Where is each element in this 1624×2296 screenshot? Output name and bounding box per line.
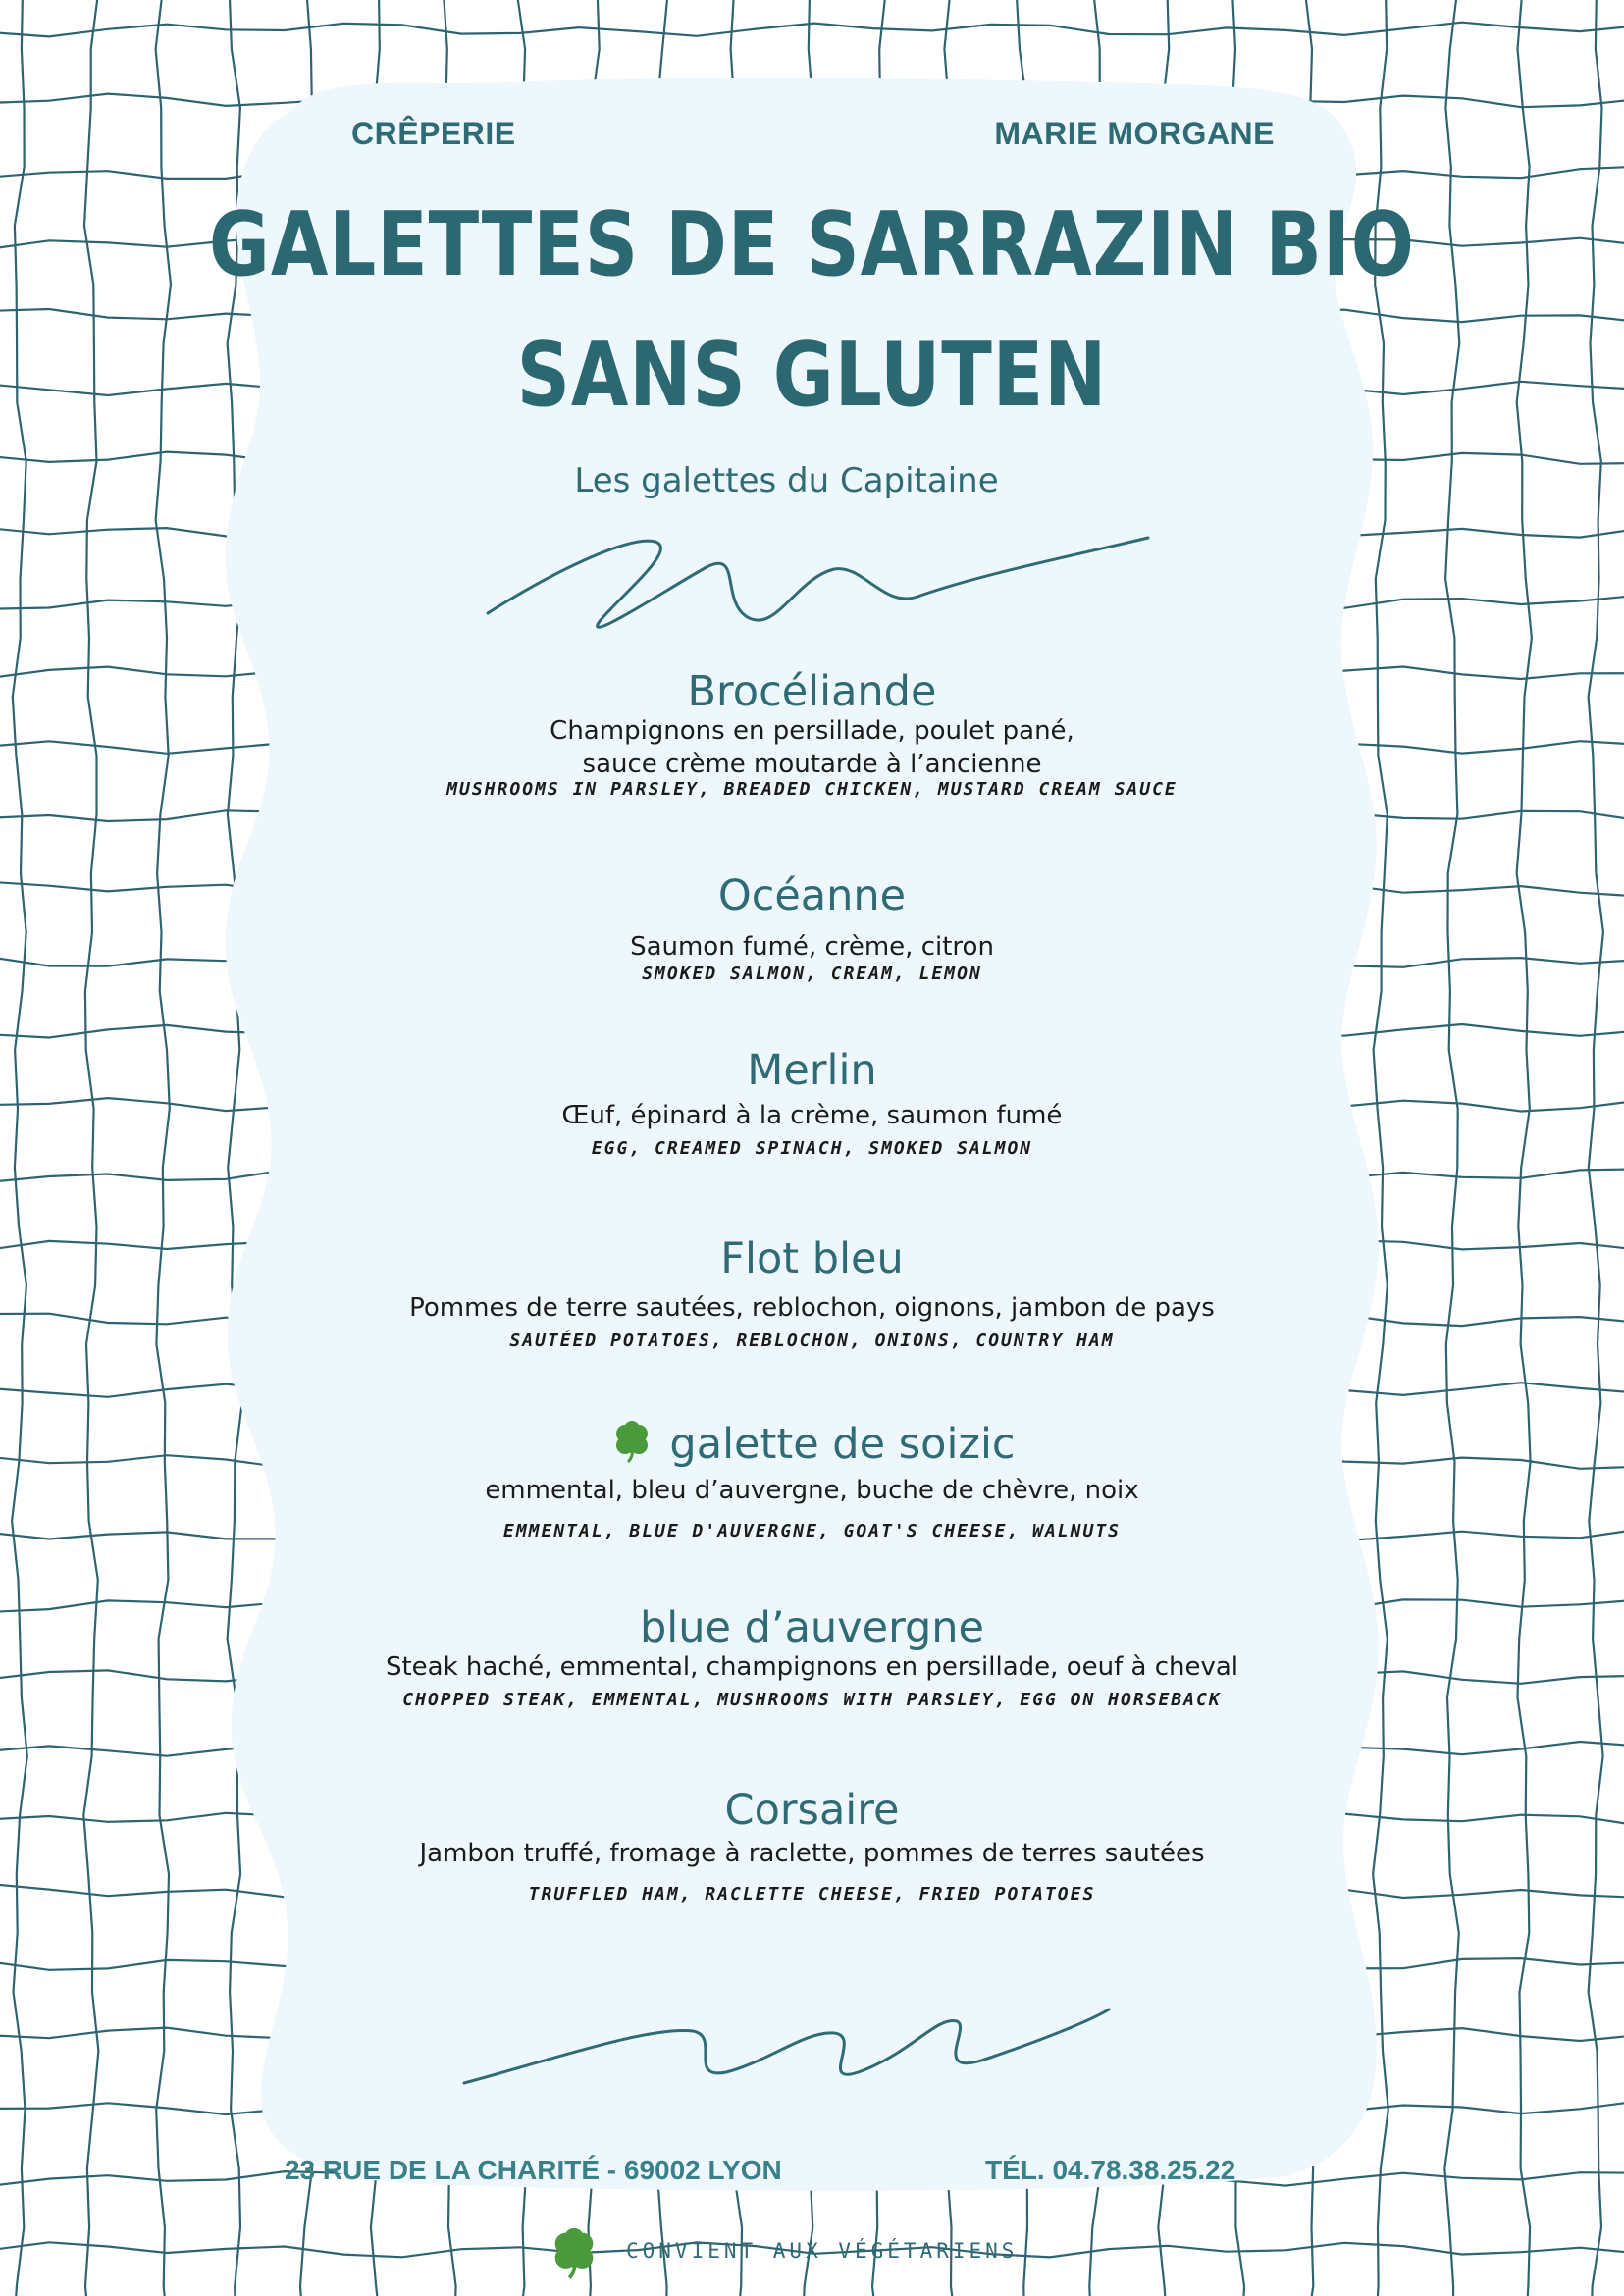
footer-address: 23 RUE DE LA CHARITÉ - 69002 LYON [285, 2155, 782, 2185]
item-english: TRUFFLED HAM, RACLETTE CHEESE, FRIED POTATOES [528, 1884, 1096, 1905]
clover-icon [546, 2223, 602, 2280]
item-description: Jambon truffé, fromage à raclette, pommes de terres sautées [419, 1839, 1205, 1868]
item-english: CHOPPED STEAK, EMMENTAL, MUSHROOMS WITH PARSLEY, EGG ON HORSEBACK [402, 1690, 1222, 1710]
item-english: SAUTÉED POTATOES, REBLOCHON, ONIONS, COUNTRY HAM [509, 1331, 1115, 1351]
item-english: MUSHROOMS IN PARSLEY, BREADED CHICKEN, MUSTARD CREAM SAUCE [446, 779, 1178, 800]
item-name-text: galette de soizic [669, 1420, 1016, 1469]
item-description: sauce crème moutarde à l’ancienne [582, 750, 1042, 779]
item-name [0, 1417, 1624, 1469]
item-name: Corsaire [724, 1786, 900, 1835]
header-creperie: CRÊPERIE [351, 116, 516, 151]
squiggle-bottom [464, 2009, 1109, 2083]
clover-icon [608, 1417, 655, 1464]
item-description: emmental, bleu d’auvergne, buche de chèvre, noix [485, 1476, 1139, 1505]
item-description: Saumon fumé, crème, citron [630, 932, 994, 962]
item-description: Steak haché, emmental, champignons en persillade, oeuf à cheval [385, 1652, 1239, 1682]
item-name: Flot bleu [720, 1234, 904, 1283]
page-title-line1: GALETTES DE SARRAZIN BIO [208, 193, 1415, 296]
legend-text: CONVIENT AUX VÉGÉTARIENS [626, 2239, 1019, 2263]
item-name: Brocéliande [687, 667, 937, 716]
item-description: Champignons en persillade, poulet pané, [550, 716, 1074, 746]
item-english: EGG, CREAMED SPINACH, SMOKED SALMON [591, 1138, 1033, 1159]
page-subtitle: Les galettes du Capitaine [574, 461, 999, 500]
page-title-line2: SANS GLUTEN [516, 324, 1108, 427]
item-description: Pommes de terre sautées, reblochon, oignons, jambon de pays [409, 1293, 1215, 1323]
item-name: Océanne [717, 871, 907, 920]
item-name: blue d’auvergne [639, 1603, 984, 1652]
item-description: Œuf, épinard à la crème, saumon fumé [561, 1101, 1063, 1130]
squiggle-top [488, 538, 1148, 627]
item-english: SMOKED SALMON, CREAM, LEMON [642, 964, 982, 984]
header-restaurant-name: MARIE MORGANE [994, 116, 1275, 151]
item-name: Merlin [747, 1046, 877, 1095]
item-english: EMMENTAL, BLUE D'AUVERGNE, GOAT'S CHEESE, WALNUTS [502, 1521, 1121, 1541]
footer-phone: TÉL. 04.78.38.25.22 [985, 2155, 1236, 2185]
